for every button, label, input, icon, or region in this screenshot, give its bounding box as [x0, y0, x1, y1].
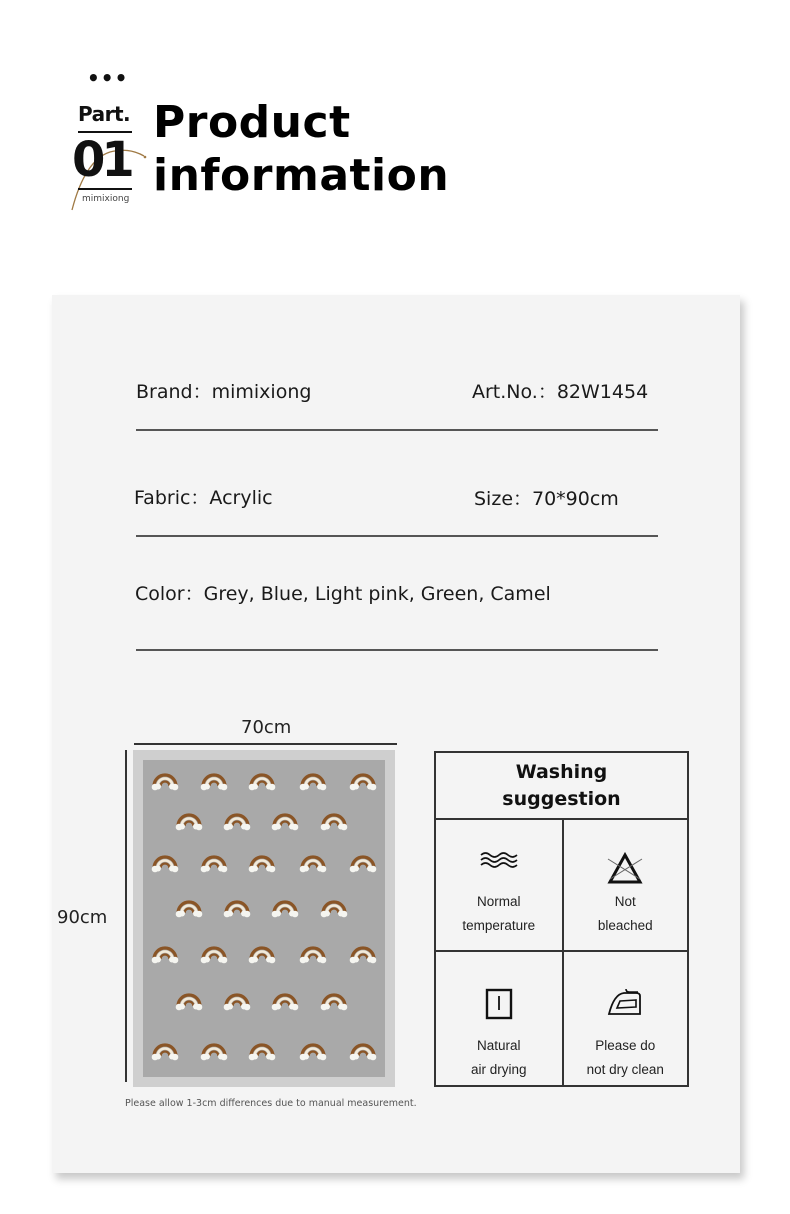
rainbow-motif-icon	[271, 895, 299, 919]
wash-label-line-2: air drying	[470, 1062, 527, 1077]
rainbow-motif-icon	[349, 850, 377, 874]
rainbow-motif-icon	[299, 768, 327, 792]
height-dimension-label: 90cm	[57, 907, 108, 928]
blanket-panel	[143, 760, 385, 1077]
measurement-note: Please allow 1-3cm differences due to manual measurement.	[125, 1098, 417, 1109]
rainbow-motif-icon	[320, 895, 348, 919]
wash-label-line-2: not dry clean	[586, 1062, 664, 1077]
rainbow-motif-icon	[151, 850, 179, 874]
wash-item-no-dry-clean	[562, 950, 688, 1085]
wash-label-line-1: Please do	[595, 1038, 656, 1053]
water-waves-icon	[479, 850, 519, 870]
rainbow-motif-icon	[320, 988, 348, 1012]
iron-icon	[606, 986, 644, 1018]
wash-item-normal-temperature	[436, 820, 562, 950]
divider	[136, 535, 658, 537]
part-brand: mimixiong	[82, 194, 130, 204]
washing-suggestion-table	[434, 751, 689, 1087]
washing-title	[436, 753, 687, 820]
part-label: Part.	[78, 102, 131, 126]
rainbow-motif-icon	[223, 988, 251, 1012]
fabric-field: Fabric：Acrylic	[134, 487, 273, 509]
rainbow-motif-icon	[349, 941, 377, 965]
wash-label-line-2: bleached	[597, 918, 653, 933]
washing-title-line-1: Washing	[515, 761, 608, 783]
rainbow-motif-icon	[223, 808, 251, 832]
rainbow-motif-icon	[248, 1038, 276, 1062]
rainbow-motif-icon	[200, 768, 228, 792]
color-field: Color：Grey, Blue, Light pink, Green, Camel	[135, 583, 551, 605]
divider	[136, 429, 658, 431]
rainbow-motif-icon	[320, 808, 348, 832]
rainbow-motif-icon	[248, 850, 276, 874]
rainbow-motif-icon	[200, 1038, 228, 1062]
rainbow-motif-icon	[349, 768, 377, 792]
wash-label-line-1: Not	[614, 894, 636, 909]
wash-item-air-drying	[436, 950, 562, 1085]
rainbow-motif-icon	[299, 1038, 327, 1062]
title-line-2: information	[153, 150, 450, 201]
washing-title-line-2: suggestion	[502, 788, 621, 810]
part-badge	[70, 100, 150, 215]
wash-label-line-1: Normal	[476, 894, 521, 909]
part-divider	[78, 188, 132, 190]
size-field: Size：70*90cm	[474, 488, 619, 510]
rainbow-motif-icon	[151, 941, 179, 965]
wash-label-line-1: Natural	[476, 1038, 521, 1053]
rainbow-motif-icon	[271, 808, 299, 832]
part-number: 01	[72, 132, 131, 188]
product-info-card	[52, 295, 740, 1173]
rainbow-motif-icon	[151, 1038, 179, 1062]
rainbow-motif-icon	[271, 988, 299, 1012]
page-title	[153, 96, 449, 202]
art-number-field: Art.No.：82W1454	[472, 381, 649, 403]
rainbow-motif-icon	[248, 768, 276, 792]
decorative-dots: •••	[87, 66, 129, 90]
rainbow-motif-icon	[200, 941, 228, 965]
rainbow-motif-icon	[248, 941, 276, 965]
rainbow-motif-icon	[175, 988, 203, 1012]
line-dry-icon	[485, 988, 513, 1020]
no-bleach-icon	[606, 852, 644, 886]
divider	[136, 649, 658, 651]
rainbow-motif-icon	[299, 850, 327, 874]
brand-field: Brand：mimixiong	[136, 381, 312, 403]
rainbow-motif-icon	[175, 895, 203, 919]
rainbow-motif-icon	[299, 941, 327, 965]
width-dimension-line	[134, 743, 397, 745]
rainbow-motif-icon	[349, 1038, 377, 1062]
wash-item-not-bleached	[562, 820, 688, 950]
rainbow-motif-icon	[200, 850, 228, 874]
blanket-image	[133, 750, 395, 1087]
rainbow-motif-icon	[151, 768, 179, 792]
title-line-1: Product	[153, 97, 351, 148]
width-dimension-label: 70cm	[241, 717, 292, 738]
rainbow-motif-icon	[175, 808, 203, 832]
height-dimension-line	[125, 750, 127, 1082]
wash-label-line-2: temperature	[462, 918, 536, 933]
rainbow-motif-icon	[223, 895, 251, 919]
